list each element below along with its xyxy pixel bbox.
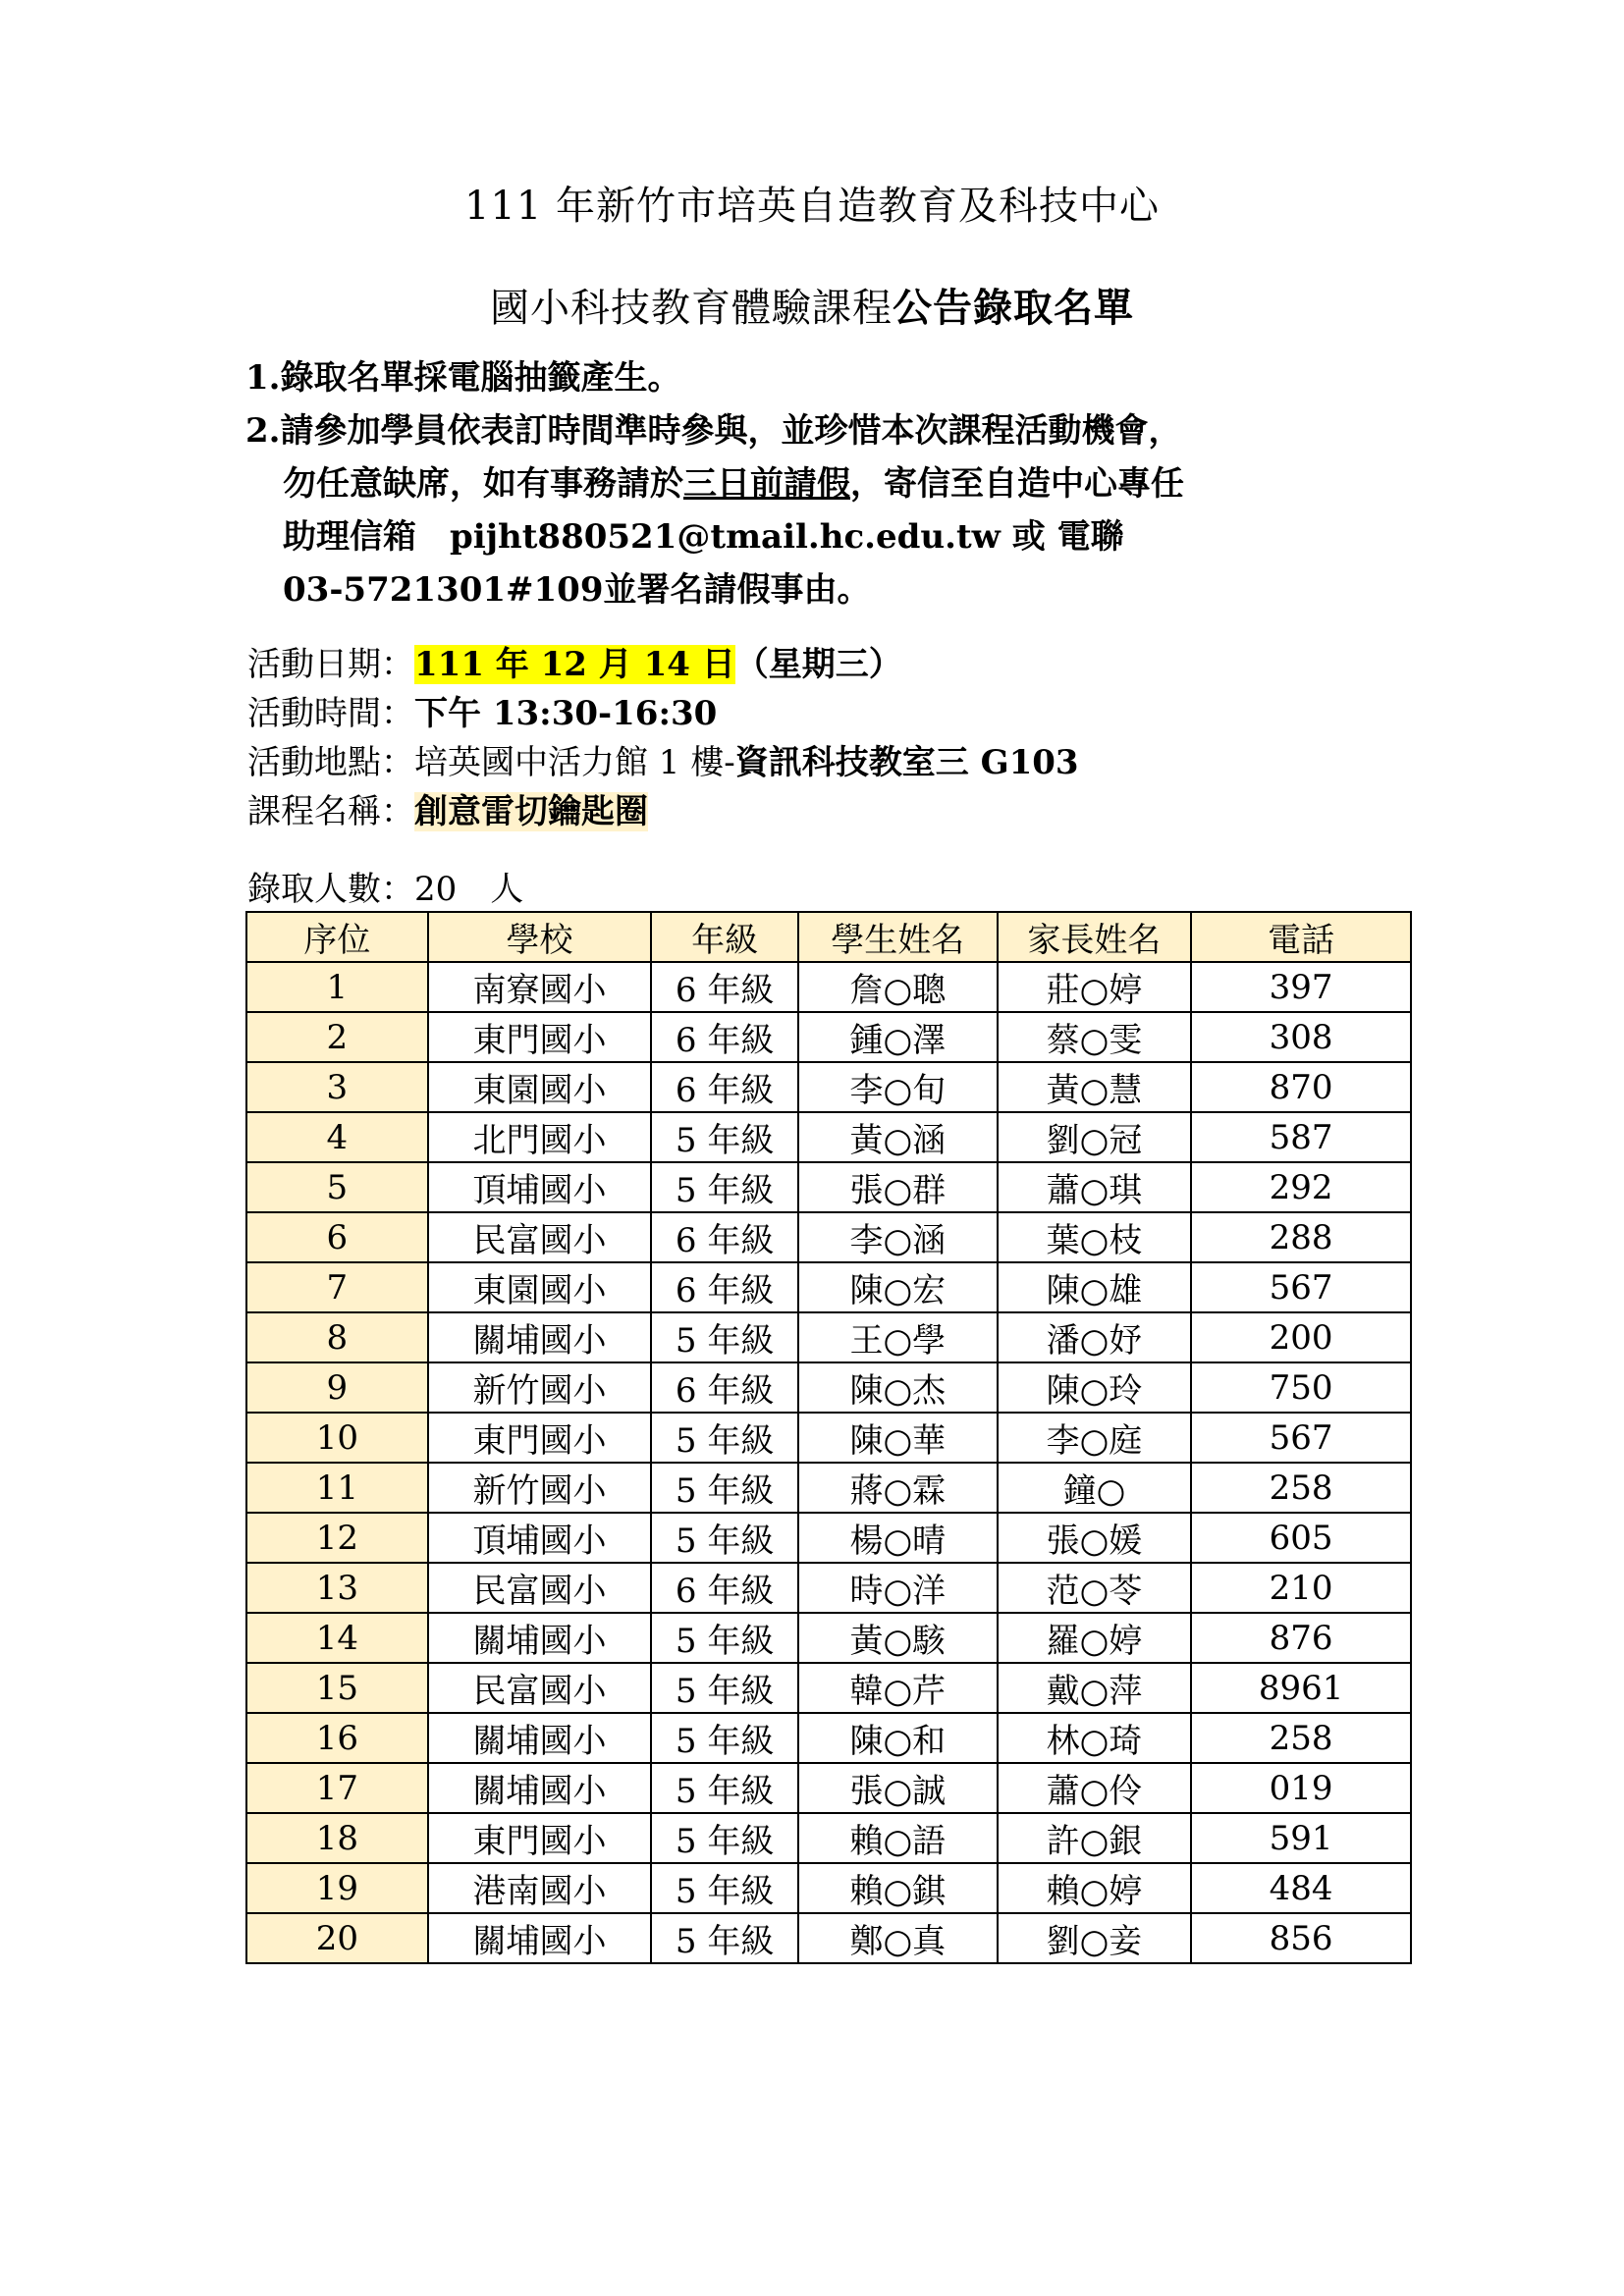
- place-label: 活動地點：: [247, 743, 414, 782]
- parent-name-cell: 戴○萍: [998, 1663, 1192, 1713]
- phone-cell: 567: [1191, 1262, 1411, 1312]
- student-name-cell: 黃○涵: [798, 1112, 998, 1162]
- info-date-row: [247, 640, 1079, 689]
- parent-name-cell: 李○庭: [998, 1413, 1192, 1463]
- course-value: 創意雷切鑰匙圈: [414, 792, 648, 831]
- phone-cell: 605: [1191, 1513, 1411, 1563]
- parent-name-cell: 黃○慧: [998, 1062, 1192, 1112]
- student-name-cell: 陳○杰: [798, 1362, 998, 1413]
- grade-cell: 6 年級: [651, 1062, 798, 1112]
- student-name-cell: 李○涵: [798, 1212, 998, 1262]
- phone-cell: 567: [1191, 1413, 1411, 1463]
- table-row: [246, 1763, 1411, 1813]
- seq-cell: 15: [246, 1663, 428, 1713]
- school-cell: 關埔國小: [428, 1763, 652, 1813]
- grade-cell: 5 年級: [651, 1813, 798, 1863]
- phone-cell: 397: [1191, 962, 1411, 1012]
- student-name-cell: 詹○聰: [798, 962, 998, 1012]
- parent-name-cell: 劉○冠: [998, 1112, 1192, 1162]
- seq-cell: 4: [246, 1112, 428, 1162]
- parent-name-cell: 蕭○伶: [998, 1763, 1192, 1813]
- table-row: [246, 1012, 1411, 1062]
- grade-cell: 6 年級: [651, 962, 798, 1012]
- school-cell: 關埔國小: [428, 1613, 652, 1663]
- table-row: [246, 1813, 1411, 1863]
- grade-cell: 6 年級: [651, 1362, 798, 1413]
- parent-name-cell: 蔡○雯: [998, 1012, 1192, 1062]
- header-student-name: 學生姓名: [798, 912, 998, 962]
- grade-cell: 5 年級: [651, 1162, 798, 1212]
- seq-cell: 16: [246, 1713, 428, 1763]
- school-cell: 東門國小: [428, 1413, 652, 1463]
- seq-cell: 5: [246, 1162, 428, 1212]
- parent-name-cell: 羅○婷: [998, 1613, 1192, 1663]
- grade-cell: 6 年級: [651, 1212, 798, 1262]
- student-name-cell: 韓○芹: [798, 1663, 998, 1713]
- document-title: 111 年新竹市培英自造教育及科技中心: [463, 184, 1161, 229]
- info-course-row: [247, 787, 1079, 836]
- school-cell: 民富國小: [428, 1663, 652, 1713]
- parent-name-cell: 張○媛: [998, 1513, 1192, 1563]
- phone-cell: 591: [1191, 1813, 1411, 1863]
- school-cell: 關埔國小: [428, 1913, 652, 1963]
- grade-cell: 5 年級: [651, 1713, 798, 1763]
- seq-cell: 8: [246, 1312, 428, 1362]
- table-row: [246, 1913, 1411, 1963]
- note-item-2-line-3: 助理信箱 pijht880521@tmail.hc.edu.tw 或 電聯: [283, 517, 1124, 557]
- seq-cell: 18: [246, 1813, 428, 1863]
- parent-name-cell: 莊○婷: [998, 962, 1192, 1012]
- table-row: [246, 1613, 1411, 1663]
- student-name-cell: 鄭○真: [798, 1913, 998, 1963]
- table-row: [246, 1212, 1411, 1262]
- school-cell: 民富國小: [428, 1563, 652, 1613]
- student-name-cell: 鍾○澤: [798, 1012, 998, 1062]
- phone-cell: 856: [1191, 1913, 1411, 1963]
- notes-section: [245, 351, 1375, 616]
- info-place-row: [247, 738, 1079, 787]
- parent-name-cell: 林○琦: [998, 1713, 1192, 1763]
- table-row: [246, 1312, 1411, 1362]
- grade-cell: 6 年級: [651, 1012, 798, 1062]
- admission-table: [245, 911, 1412, 1964]
- school-cell: 頂埔國小: [428, 1162, 652, 1212]
- school-cell: 關埔國小: [428, 1713, 652, 1763]
- school-cell: 東園國小: [428, 1262, 652, 1312]
- phone-cell: 308: [1191, 1012, 1411, 1062]
- place-value-bold: 資訊科技教室三 G103: [734, 743, 1079, 782]
- student-name-cell: 楊○晴: [798, 1513, 998, 1563]
- table-row: [246, 1713, 1411, 1763]
- admission-count: 錄取人數：20 人: [247, 870, 524, 909]
- seq-cell: 11: [246, 1463, 428, 1513]
- table-row: [246, 1563, 1411, 1613]
- phone-cell: 200: [1191, 1312, 1411, 1362]
- student-name-cell: 陳○和: [798, 1713, 998, 1763]
- school-cell: 關埔國小: [428, 1312, 652, 1362]
- note-line2-post: ，寄信至自造中心專任: [850, 464, 1184, 504]
- seq-cell: 2: [246, 1012, 428, 1062]
- school-cell: 新竹國小: [428, 1463, 652, 1513]
- note-item-2-line-2: [245, 457, 1375, 510]
- parent-name-cell: 劉○妾: [998, 1913, 1192, 1963]
- table-row: [246, 1062, 1411, 1112]
- date-value: 111 年 12 月 14 日: [414, 645, 735, 684]
- student-name-cell: 蔣○霖: [798, 1463, 998, 1513]
- phone-cell: 019: [1191, 1763, 1411, 1813]
- document-subtitle: [0, 277, 1624, 333]
- header-grade: 年級: [651, 912, 798, 962]
- phone-cell: 587: [1191, 1112, 1411, 1162]
- phone-cell: 876: [1191, 1613, 1411, 1663]
- seq-cell: 14: [246, 1613, 428, 1663]
- school-cell: 新竹國小: [428, 1362, 652, 1413]
- table-row: [246, 1413, 1411, 1463]
- phone-cell: 210: [1191, 1563, 1411, 1613]
- student-name-cell: 陳○華: [798, 1413, 998, 1463]
- table-row: [246, 1112, 1411, 1162]
- grade-cell: 5 年級: [651, 1513, 798, 1563]
- seq-cell: 19: [246, 1863, 428, 1913]
- grade-cell: 5 年級: [651, 1312, 798, 1362]
- phone-cell: 258: [1191, 1463, 1411, 1513]
- school-cell: 東門國小: [428, 1813, 652, 1863]
- phone-cell: 292: [1191, 1162, 1411, 1212]
- seq-cell: 9: [246, 1362, 428, 1413]
- header-parent-name: 家長姓名: [998, 912, 1192, 962]
- parent-name-cell: 范○苓: [998, 1563, 1192, 1613]
- parent-name-cell: 潘○妤: [998, 1312, 1192, 1362]
- school-cell: 南寮國小: [428, 962, 652, 1012]
- header-phone: 電話: [1191, 912, 1411, 962]
- grade-cell: 6 年級: [651, 1563, 798, 1613]
- table-header-row: [246, 912, 1411, 962]
- student-name-cell: 賴○錤: [798, 1863, 998, 1913]
- seq-cell: 20: [246, 1913, 428, 1963]
- grade-cell: 5 年級: [651, 1763, 798, 1813]
- header-school: 學校: [428, 912, 652, 962]
- phone-cell: 484: [1191, 1863, 1411, 1913]
- student-name-cell: 張○誠: [798, 1763, 998, 1813]
- phone-cell: 288: [1191, 1212, 1411, 1262]
- school-cell: 北門國小: [428, 1112, 652, 1162]
- grade-cell: 5 年級: [651, 1613, 798, 1663]
- table-row: [246, 1863, 1411, 1913]
- header-seq: 序位: [246, 912, 428, 962]
- grade-cell: 5 年級: [651, 1663, 798, 1713]
- note-item-2-line-4: 03-5721301#109並署名請假事由。: [283, 570, 871, 610]
- parent-name-cell: 賴○婷: [998, 1863, 1192, 1913]
- parent-name-cell: 鐘○: [998, 1463, 1192, 1513]
- grade-cell: 5 年級: [651, 1913, 798, 1963]
- seq-cell: 3: [246, 1062, 428, 1112]
- date-label: 活動日期：: [247, 645, 414, 684]
- place-value-normal: 培英國中活力館 1 樓-: [414, 743, 735, 782]
- table-body: [246, 962, 1411, 1963]
- grade-cell: 5 年級: [651, 1463, 798, 1513]
- grade-cell: 5 年級: [651, 1413, 798, 1463]
- table-row: [246, 1162, 1411, 1212]
- note-item-1: 1.錄取名單採電腦抽籤產生。: [245, 358, 681, 398]
- table-row: [246, 962, 1411, 1012]
- note-item-2-line-1: 2.請參加學員依表訂時間準時參與，並珍惜本次課程活動機會，: [245, 411, 1182, 451]
- seq-cell: 13: [246, 1563, 428, 1613]
- seq-cell: 1: [246, 962, 428, 1012]
- student-name-cell: 李○旬: [798, 1062, 998, 1112]
- table-row: [246, 1513, 1411, 1563]
- parent-name-cell: 葉○枝: [998, 1212, 1192, 1262]
- student-name-cell: 張○群: [798, 1162, 998, 1212]
- note-line2-pre: 勿任意缺席，如有事務請於: [283, 464, 683, 504]
- parent-name-cell: 蕭○琪: [998, 1162, 1192, 1212]
- grade-cell: 5 年級: [651, 1863, 798, 1913]
- table-row: [246, 1663, 1411, 1713]
- student-name-cell: 陳○宏: [798, 1262, 998, 1312]
- student-name-cell: 賴○語: [798, 1813, 998, 1863]
- seq-cell: 12: [246, 1513, 428, 1563]
- student-name-cell: 黃○駭: [798, 1613, 998, 1663]
- table-row: [246, 1262, 1411, 1312]
- phone-cell: 258: [1191, 1713, 1411, 1763]
- phone-cell: 750: [1191, 1362, 1411, 1413]
- school-cell: 頂埔國小: [428, 1513, 652, 1563]
- parent-name-cell: 陳○雄: [998, 1262, 1192, 1312]
- course-label: 課程名稱：: [247, 792, 414, 831]
- table-row: [246, 1362, 1411, 1413]
- activity-info: [247, 640, 1079, 836]
- seq-cell: 6: [246, 1212, 428, 1262]
- date-weekday: （星期三）: [734, 645, 902, 684]
- grade-cell: 5 年級: [651, 1112, 798, 1162]
- subtitle-normal: 國小科技教育體驗課程: [490, 286, 893, 331]
- subtitle-bold: 公告錄取名單: [893, 285, 1134, 331]
- note-line2-underline: 三日前請假: [683, 464, 850, 504]
- time-label: 活動時間：: [247, 694, 414, 733]
- school-cell: 東門國小: [428, 1012, 652, 1062]
- school-cell: 民富國小: [428, 1212, 652, 1262]
- school-cell: 東園國小: [428, 1062, 652, 1112]
- parent-name-cell: 許○銀: [998, 1813, 1192, 1863]
- phone-cell: 870: [1191, 1062, 1411, 1112]
- seq-cell: 17: [246, 1763, 428, 1813]
- phone-cell: 8961: [1191, 1663, 1411, 1713]
- table-row: [246, 1463, 1411, 1513]
- school-cell: 港南國小: [428, 1863, 652, 1913]
- student-name-cell: 王○學: [798, 1312, 998, 1362]
- seq-cell: 10: [246, 1413, 428, 1463]
- student-name-cell: 時○洋: [798, 1563, 998, 1613]
- grade-cell: 6 年級: [651, 1262, 798, 1312]
- time-value: 下午 13:30-16:30: [414, 694, 718, 733]
- seq-cell: 7: [246, 1262, 428, 1312]
- parent-name-cell: 陳○玲: [998, 1362, 1192, 1413]
- info-time-row: [247, 689, 1079, 738]
